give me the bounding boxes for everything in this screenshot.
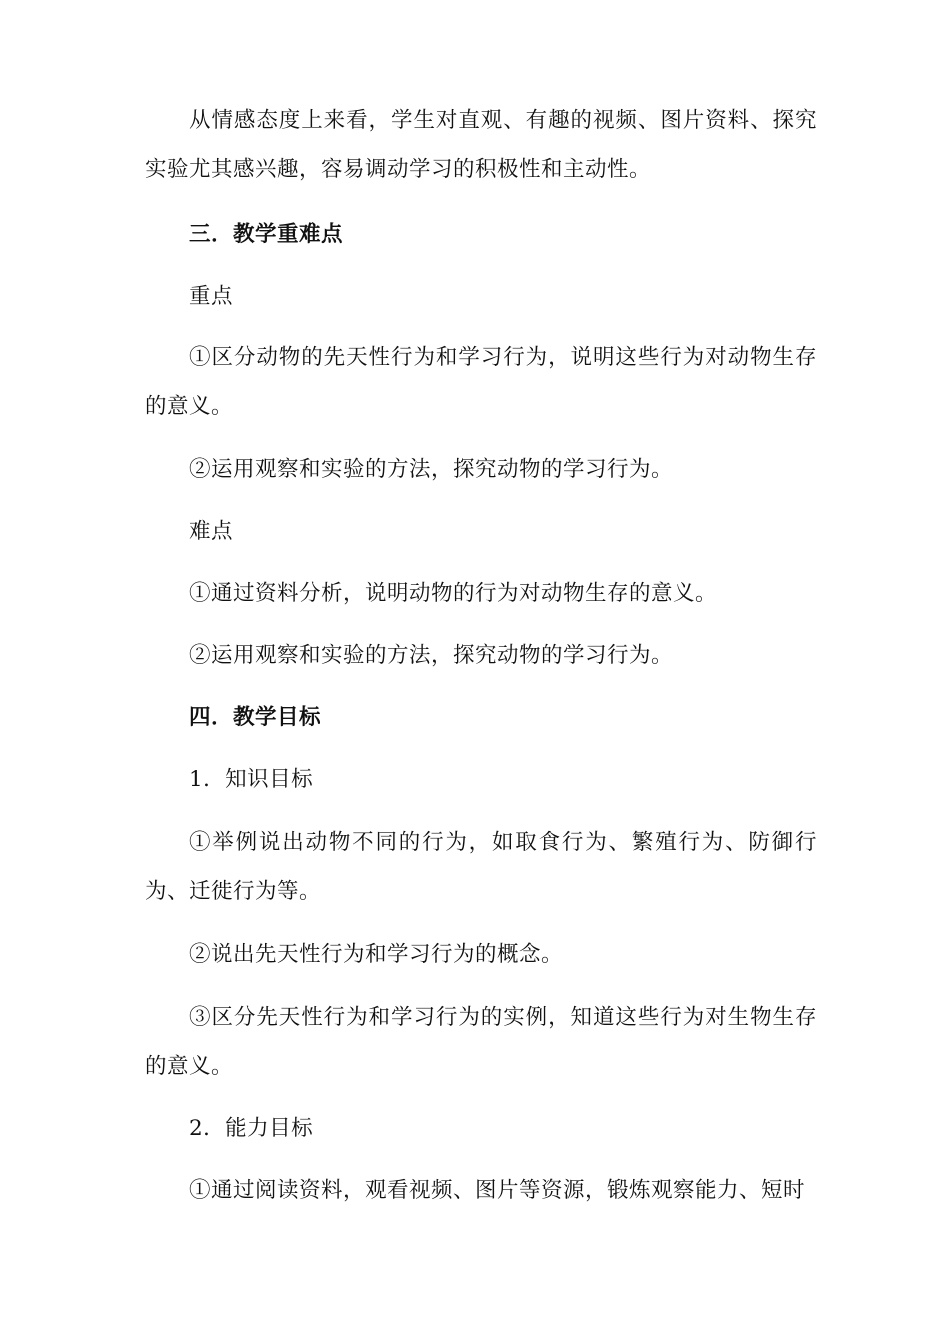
list-item-knowledge-goal-3: ③区分先天性行为和学习行为的实例，知道这些行为对生物生存的意义。 [145,1005,817,1079]
section-heading-teaching-goals: 四．教学目标 [189,705,322,730]
subheading-knowledge-goals: 1．知识目标 [189,767,314,792]
subheading-key-points: 重点 [189,284,234,309]
list-item-key-point-2: ②运用观察和实验的方法，探究动物的学习行为。 [189,457,674,482]
list-item-key-point-1: ①区分动物的先天性行为和学习行为，说明这些行为对动物生存的意义。 [145,345,817,419]
list-item-difficult-point-1: ①通过资料分析，说明动物的行为对动物生存的意义。 [189,581,718,606]
subheading-ability-goals: 2．能力目标 [189,1116,314,1141]
section-heading-key-difficult-points: 三．教学重难点 [189,222,344,247]
list-item-knowledge-goal-1: ①举例说出动物不同的行为，如取食行为、繁殖行为、防御行为、迁徙行为等。 [145,830,817,904]
list-item-difficult-point-2: ②运用观察和实验的方法，探究动物的学习行为。 [189,643,674,668]
list-item-ability-goal-1: ①通过阅读资料，观看视频、图片等资源，锻炼观察能力、短时 [189,1178,806,1203]
subheading-difficult-points: 难点 [189,519,234,544]
paragraph-emotional-attitude: 从情感态度上来看，学生对直观、有趣的视频、图片资料、探究实验尤其感兴趣，容易调动学习的积极性和主动性。 [145,108,817,182]
list-item-knowledge-goal-2: ②说出先天性行为和学习行为的概念。 [189,942,564,967]
